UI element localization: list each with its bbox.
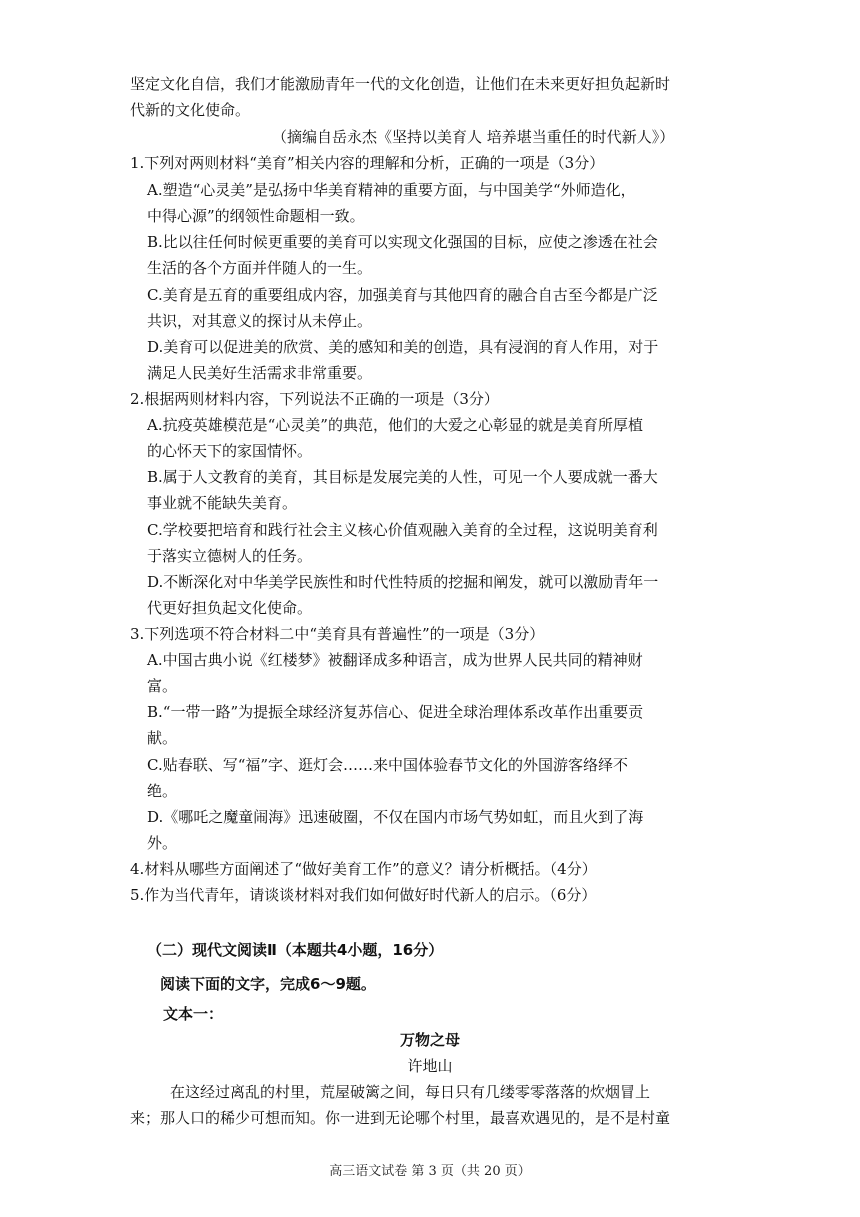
article-paragraph-line-1: 在这经过离乱的村里，荒屋破篱之间，每日只有几缕零零落落的炊烟冒上 [170, 1083, 651, 1101]
q3-option-a-line2: 富。 [147, 677, 178, 695]
q1-option-d-line1: D.美育可以促进美的欣赏、美的感知和美的创造，具有浸润的育人作用，对于 [147, 338, 659, 356]
q3-option-d-line2: 外。 [147, 834, 178, 852]
article-author: 许地山 [407, 1057, 453, 1075]
q3-option-b-line2: 献。 [147, 729, 178, 747]
q2-option-d-line2: 代更好担负起文化使命。 [147, 599, 313, 617]
q2-option-c-line2: 于落实立德树人的任务。 [147, 547, 313, 565]
q2-option-b-line2: 事业就不能缺失美育。 [147, 494, 298, 512]
q1-option-b-line1: B.比以往任何时候更重要的美育可以实现文化强国的目标，应使之渗透在社会 [147, 233, 658, 251]
q1-option-a-line2: 中得心源”的纲领性命题相一致。 [147, 207, 365, 225]
article-paragraph-line-2: 来；那人口的稀少可想而知。你一进到无论哪个村里，最喜欢遇见的，是不是村童 [130, 1109, 671, 1127]
question-4: 4.材料从哪些方面阐述了“做好美育工作”的意义？请分析概括。（4分） [130, 860, 597, 878]
question-5: 5.作为当代青年，请谈谈材料对我们如何做好时代新人的启示。（6分） [130, 886, 597, 904]
reading-instruction: 阅读下面的文字，完成6～9题。 [160, 975, 376, 993]
question-2-stem: 2.根据两则材料内容，下列说法不正确的一项是（3分） [130, 390, 499, 408]
q3-option-c-line1: C.贴春联、写“福”字、逛灯会……来中国体验春节文化的外国游客络绎不 [147, 756, 629, 774]
text-one-label: 文本一： [163, 1005, 224, 1023]
q2-option-d-line1: D.不断深化对中华美学民族性和时代性特质的挖掘和阐发，就可以激励青年一 [147, 573, 659, 591]
question-1-stem: 1.下列对两则材料“美育”相关内容的理解和分析，正确的一项是（3分） [130, 154, 605, 172]
q1-option-d-line2: 满足人民美好生活需求非常重要。 [147, 364, 373, 382]
q2-option-a-line1: A.抗疫英雄模范是“心灵美”的典范，他们的大爱之心彰显的就是美育所厚植 [147, 416, 643, 434]
q3-option-b-line1: B.“一带一路”为提振全球经济复苏信心、促进全球治理体系改革作出重要贡 [147, 703, 644, 721]
q1-option-c-line2: 共识，对其意义的探讨从未停止。 [147, 312, 373, 330]
question-3-stem: 3.下列选项不符合材料二中“美育具有普遍性”的一项是（3分） [130, 625, 545, 643]
q3-option-a-line1: A.中国古典小说《红楼梦》被翻译成多种语言，成为世界人民共同的精神财 [147, 651, 643, 669]
intro-line-2: 代新的文化使命。 [130, 101, 251, 119]
page-footer: 高三语文试卷 第 3 页（共 20 页） [329, 1164, 531, 1179]
q1-option-a-line1: A.塑造“心灵美”是弘扬中华美育精神的重要方面，与中国美学“外师造化， [147, 181, 636, 199]
q1-option-c-line1: C.美育是五育的重要组成内容，加强美育与其他四育的融合自古至今都是广泛 [147, 286, 658, 304]
q1-option-b-line2: 生活的各个方面并伴随人的一生。 [147, 259, 373, 277]
q2-option-c-line1: C.学校要把培育和践行社会主义核心价值观融入美育的全过程，这说明美育利 [147, 521, 658, 539]
article-title: 万物之母 [399, 1031, 460, 1049]
q2-option-a-line2: 的心怀天下的家国情怀。 [147, 442, 313, 460]
section-heading: （二）现代文阅读Ⅱ（本题共4小题，16分） [147, 941, 444, 959]
q3-option-c-line2: 绝。 [147, 782, 178, 800]
intro-line-1: 坚定文化自信，我们才能激励青年一代的文化创造，让他们在未来更好担负起新时 [130, 75, 671, 93]
q2-option-b-line1: B.属于人文教育的美育，其目标是发展完美的人性，可见一个人要成就一番大 [147, 468, 658, 486]
q3-option-d-line1: D.《哪吒之魔童闹海》迅速破圈，不仅在国内市场气势如虹，而且火到了海 [147, 808, 644, 826]
source-citation: （摘编自岳永杰《坚持以美育人 培养堪当重任的时代新人》） [272, 128, 675, 146]
